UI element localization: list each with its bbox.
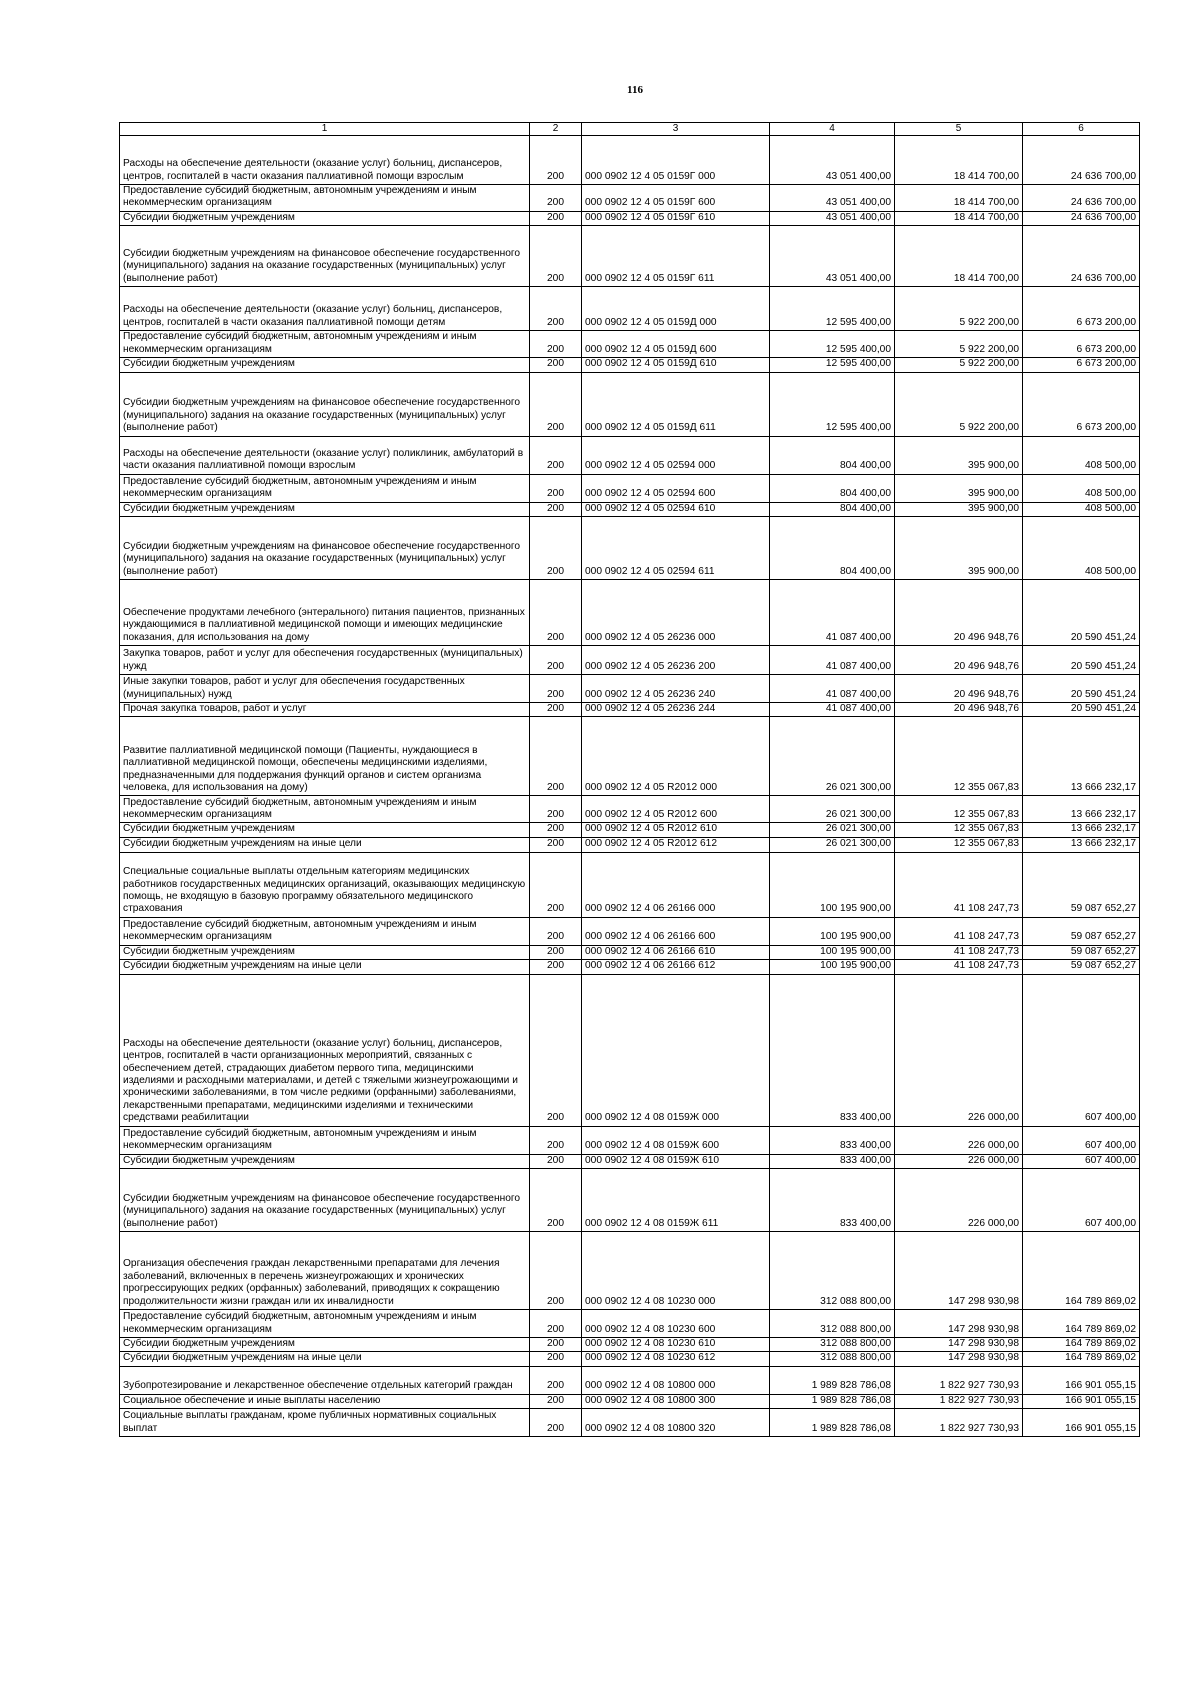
row-description: Субсидии бюджетным учреждениям — [120, 823, 530, 837]
row-amount-col6: 13 666 232,17 — [1023, 823, 1140, 837]
column-header: 2 — [530, 123, 582, 136]
row-amount-col5: 1 822 927 730,93 — [895, 1366, 1023, 1394]
row-description: Обеспечение продуктами лечебного (энтерального) питания пациентов, признанных нуждающимися в паллиативной медицинской помощи и имеющих медицинские показания, для использования на дому — [120, 580, 530, 646]
row-column-2: 200 — [530, 1126, 582, 1154]
row-amount-col4: 26 021 300,00 — [770, 796, 895, 823]
row-description: Субсидии бюджетным учреждениям на финансовое обеспечение государственного (муниципального) задания на оказание государственных (муниципальных) услуг (выполнение работ) — [120, 517, 530, 580]
row-amount-col5: 395 900,00 — [895, 502, 1023, 516]
row-code: 000 0902 12 4 06 26166 610 — [582, 945, 770, 959]
row-amount-col5: 5 922 200,00 — [895, 287, 1023, 331]
row-amount-col5: 20 496 948,76 — [895, 703, 1023, 717]
table-row — [120, 372, 1140, 436]
row-description: Субсидии бюджетным учреждениям на иные цели — [120, 960, 530, 974]
row-amount-col6: 59 087 652,27 — [1023, 917, 1140, 945]
row-description: Расходы на обеспечение деятельности (оказание услуг) поликлиник, амбулаторий в части оказания паллиативной помощи взрослым — [120, 436, 530, 474]
row-description: Предоставление субсидий бюджетным, автономным учреждениям и иным некоммерческим организациям — [120, 1310, 530, 1338]
table-row — [120, 1394, 1140, 1408]
row-code: 000 0902 12 4 08 10230 600 — [582, 1310, 770, 1338]
row-column-2: 200 — [530, 852, 582, 917]
row-amount-col4: 26 021 300,00 — [770, 717, 895, 796]
row-column-2: 200 — [530, 823, 582, 837]
table-row — [120, 974, 1140, 1126]
row-column-2: 200 — [530, 474, 582, 502]
row-amount-col6: 59 087 652,27 — [1023, 852, 1140, 917]
table-row — [120, 331, 1140, 358]
row-column-2: 200 — [530, 796, 582, 823]
row-column-2: 200 — [530, 1338, 582, 1352]
table-row — [120, 136, 1140, 185]
row-description: Расходы на обеспечение деятельности (оказание услуг) больниц, диспансеров, центров, госпиталей в части оказания паллиативной помощи взрослым — [120, 136, 530, 185]
row-amount-col5: 41 108 247,73 — [895, 852, 1023, 917]
row-amount-col5: 18 414 700,00 — [895, 136, 1023, 185]
row-column-2: 200 — [530, 703, 582, 717]
row-code: 000 0902 12 4 08 10230 000 — [582, 1232, 770, 1310]
row-amount-col5: 20 496 948,76 — [895, 580, 1023, 646]
row-amount-col6: 607 400,00 — [1023, 1126, 1140, 1154]
row-amount-col5: 226 000,00 — [895, 974, 1023, 1126]
row-amount-col4: 312 088 800,00 — [770, 1232, 895, 1310]
row-code: 000 0902 12 4 05 26236 200 — [582, 646, 770, 675]
row-amount-col6: 59 087 652,27 — [1023, 945, 1140, 959]
row-description: Субсидии бюджетным учреждениям на финансовое обеспечение государственного (муниципального) задания на оказание государственных (муниципальных) услуг (выполнение работ) — [120, 372, 530, 436]
table-row — [120, 960, 1140, 974]
row-description: Социальное обеспечение и иные выплаты населению — [120, 1394, 530, 1408]
row-code: 000 0902 12 4 08 0159Ж 611 — [582, 1169, 770, 1232]
table-row — [120, 1169, 1140, 1232]
row-amount-col6: 6 673 200,00 — [1023, 287, 1140, 331]
row-amount-col4: 41 087 400,00 — [770, 675, 895, 703]
row-amount-col5: 1 822 927 730,93 — [895, 1394, 1023, 1408]
row-amount-col4: 12 595 400,00 — [770, 358, 895, 372]
row-amount-col5: 395 900,00 — [895, 517, 1023, 580]
row-amount-col6: 408 500,00 — [1023, 474, 1140, 502]
row-code: 000 0902 12 4 05 0159Г 600 — [582, 185, 770, 212]
table-row — [120, 852, 1140, 917]
row-amount-col4: 43 051 400,00 — [770, 226, 895, 287]
row-column-2: 200 — [530, 211, 582, 225]
row-description: Иные закупки товаров, работ и услуг для обеспечения государственных (муниципальных) нужд — [120, 675, 530, 703]
row-code: 000 0902 12 4 05 0159Д 600 — [582, 331, 770, 358]
row-amount-col4: 312 088 800,00 — [770, 1310, 895, 1338]
row-code: 000 0902 12 4 08 10800 000 — [582, 1366, 770, 1394]
budget-table — [119, 122, 1140, 1437]
row-amount-col4: 833 400,00 — [770, 1126, 895, 1154]
row-column-2: 200 — [530, 837, 582, 852]
table-row — [120, 703, 1140, 717]
row-column-2: 200 — [530, 226, 582, 287]
row-description: Организация обеспечения граждан лекарственными препаратами для лечения заболеваний, включенных в перечень жизнеугрожающих и хронических прогрессирующих редких (орфанных) заболеваний, приводящих к сокращению продолжительности жизни граждан или их инвалидности — [120, 1232, 530, 1310]
row-amount-col5: 226 000,00 — [895, 1126, 1023, 1154]
row-amount-col4: 12 595 400,00 — [770, 287, 895, 331]
row-amount-col6: 13 666 232,17 — [1023, 837, 1140, 852]
row-amount-col4: 12 595 400,00 — [770, 331, 895, 358]
row-description: Субсидии бюджетным учреждениям на иные цели — [120, 837, 530, 852]
row-code: 000 0902 12 4 08 0159Ж 600 — [582, 1126, 770, 1154]
row-column-2: 200 — [530, 136, 582, 185]
row-amount-col4: 804 400,00 — [770, 517, 895, 580]
row-code: 000 0902 12 4 06 26166 612 — [582, 960, 770, 974]
row-description: Субсидии бюджетным учреждениям на финансовое обеспечение государственного (муниципального) задания на оказание государственных (муниципальных) услуг (выполнение работ) — [120, 226, 530, 287]
row-amount-col6: 6 673 200,00 — [1023, 372, 1140, 436]
row-amount-col6: 408 500,00 — [1023, 502, 1140, 516]
table-row — [120, 1154, 1140, 1168]
column-header: 5 — [895, 123, 1023, 136]
table-row — [120, 1126, 1140, 1154]
row-code: 000 0902 12 4 05 0159Д 611 — [582, 372, 770, 436]
row-column-2: 200 — [530, 1352, 582, 1366]
row-description: Развитие паллиативной медицинской помощи (Пациенты, нуждающиеся в паллиативной медицинской помощи, обеспечены медицинскими изделиями, предназначенными для поддержания функций органов и систем организма человека, для использования на дому) — [120, 717, 530, 796]
table-row — [120, 580, 1140, 646]
row-column-2: 200 — [530, 1232, 582, 1310]
row-amount-col5: 147 298 930,98 — [895, 1338, 1023, 1352]
row-amount-col5: 5 922 200,00 — [895, 331, 1023, 358]
row-amount-col5: 12 355 067,83 — [895, 796, 1023, 823]
table-row — [120, 211, 1140, 225]
table-row — [120, 1338, 1140, 1352]
row-description: Закупка товаров, работ и услуг для обеспечения государственных (муниципальных) нужд — [120, 646, 530, 675]
table-row — [120, 358, 1140, 372]
row-amount-col6: 24 636 700,00 — [1023, 226, 1140, 287]
row-amount-col4: 804 400,00 — [770, 436, 895, 474]
row-amount-col6: 20 590 451,24 — [1023, 675, 1140, 703]
row-amount-col4: 1 989 828 786,08 — [770, 1394, 895, 1408]
row-amount-col5: 1 822 927 730,93 — [895, 1409, 1023, 1437]
row-amount-col4: 1 989 828 786,08 — [770, 1366, 895, 1394]
row-description: Предоставление субсидий бюджетным, автономным учреждениям и иным некоммерческим организациям — [120, 917, 530, 945]
row-description: Субсидии бюджетным учреждениям — [120, 502, 530, 516]
row-amount-col4: 12 595 400,00 — [770, 372, 895, 436]
row-amount-col4: 26 021 300,00 — [770, 837, 895, 852]
row-amount-col5: 20 496 948,76 — [895, 675, 1023, 703]
row-amount-col5: 12 355 067,83 — [895, 837, 1023, 852]
row-amount-col6: 13 666 232,17 — [1023, 796, 1140, 823]
row-amount-col6: 59 087 652,27 — [1023, 960, 1140, 974]
row-amount-col4: 41 087 400,00 — [770, 580, 895, 646]
row-amount-col4: 100 195 900,00 — [770, 852, 895, 917]
table-row — [120, 517, 1140, 580]
row-amount-col6: 166 901 055,15 — [1023, 1394, 1140, 1408]
row-code: 000 0902 12 4 05 R2012 600 — [582, 796, 770, 823]
table-row — [120, 917, 1140, 945]
row-description: Расходы на обеспечение деятельности (оказание услуг) больниц, диспансеров, центров, госпиталей в части оказания паллиативной помощи детям — [120, 287, 530, 331]
row-amount-col5: 18 414 700,00 — [895, 185, 1023, 212]
row-code: 000 0902 12 4 05 R2012 612 — [582, 837, 770, 852]
table-body — [120, 136, 1140, 1437]
row-amount-col6: 164 789 869,02 — [1023, 1232, 1140, 1310]
row-column-2: 200 — [530, 517, 582, 580]
row-amount-col4: 312 088 800,00 — [770, 1338, 895, 1352]
row-amount-col5: 5 922 200,00 — [895, 372, 1023, 436]
row-amount-col6: 166 901 055,15 — [1023, 1366, 1140, 1394]
row-code: 000 0902 12 4 05 02594 611 — [582, 517, 770, 580]
row-code: 000 0902 12 4 05 26236 240 — [582, 675, 770, 703]
row-amount-col4: 43 051 400,00 — [770, 136, 895, 185]
row-code: 000 0902 12 4 08 0159Ж 610 — [582, 1154, 770, 1168]
row-amount-col6: 13 666 232,17 — [1023, 717, 1140, 796]
row-description: Социальные выплаты гражданам, кроме публичных нормативных социальных выплат — [120, 1409, 530, 1437]
row-column-2: 200 — [530, 1394, 582, 1408]
row-column-2: 200 — [530, 1154, 582, 1168]
table-row — [120, 1366, 1140, 1394]
row-amount-col4: 43 051 400,00 — [770, 185, 895, 212]
row-column-2: 200 — [530, 185, 582, 212]
row-amount-col4: 41 087 400,00 — [770, 703, 895, 717]
row-amount-col6: 164 789 869,02 — [1023, 1352, 1140, 1366]
row-amount-col5: 147 298 930,98 — [895, 1352, 1023, 1366]
row-code: 000 0902 12 4 05 02594 000 — [582, 436, 770, 474]
row-amount-col6: 20 590 451,24 — [1023, 703, 1140, 717]
row-amount-col4: 41 087 400,00 — [770, 646, 895, 675]
column-header: 6 — [1023, 123, 1140, 136]
table-row — [120, 1409, 1140, 1437]
row-amount-col6: 607 400,00 — [1023, 1154, 1140, 1168]
table-row — [120, 717, 1140, 796]
row-column-2: 200 — [530, 580, 582, 646]
row-description: Прочая закупка товаров, работ и услуг — [120, 703, 530, 717]
row-column-2: 200 — [530, 960, 582, 974]
row-amount-col6: 6 673 200,00 — [1023, 358, 1140, 372]
row-code: 000 0902 12 4 08 0159Ж 000 — [582, 974, 770, 1126]
row-column-2: 200 — [530, 331, 582, 358]
row-amount-col5: 12 355 067,83 — [895, 823, 1023, 837]
row-code: 000 0902 12 4 05 R2012 610 — [582, 823, 770, 837]
row-description: Предоставление субсидий бюджетным, автономным учреждениям и иным некоммерческим организациям — [120, 796, 530, 823]
row-amount-col6: 24 636 700,00 — [1023, 211, 1140, 225]
row-column-2: 200 — [530, 717, 582, 796]
row-column-2: 200 — [530, 1409, 582, 1437]
row-amount-col4: 43 051 400,00 — [770, 211, 895, 225]
row-code: 000 0902 12 4 05 0159Д 610 — [582, 358, 770, 372]
row-amount-col5: 12 355 067,83 — [895, 717, 1023, 796]
row-description: Предоставление субсидий бюджетным, автономным учреждениям и иным некоммерческим организациям — [120, 185, 530, 212]
row-column-2: 200 — [530, 372, 582, 436]
row-amount-col4: 26 021 300,00 — [770, 823, 895, 837]
row-amount-col4: 833 400,00 — [770, 1169, 895, 1232]
row-amount-col5: 147 298 930,98 — [895, 1232, 1023, 1310]
row-code: 000 0902 12 4 08 10800 320 — [582, 1409, 770, 1437]
row-column-2: 200 — [530, 646, 582, 675]
row-description: Субсидии бюджетным учреждениям — [120, 211, 530, 225]
column-header: 4 — [770, 123, 895, 136]
row-amount-col5: 226 000,00 — [895, 1169, 1023, 1232]
row-code: 000 0902 12 4 05 02594 600 — [582, 474, 770, 502]
row-amount-col6: 164 789 869,02 — [1023, 1338, 1140, 1352]
row-column-2: 200 — [530, 287, 582, 331]
table-row — [120, 796, 1140, 823]
table-row — [120, 1352, 1140, 1366]
row-amount-col6: 408 500,00 — [1023, 436, 1140, 474]
row-amount-col4: 833 400,00 — [770, 974, 895, 1126]
row-column-2: 200 — [530, 974, 582, 1126]
row-column-2: 200 — [530, 675, 582, 703]
table-row — [120, 474, 1140, 502]
row-amount-col5: 20 496 948,76 — [895, 646, 1023, 675]
row-amount-col4: 833 400,00 — [770, 1154, 895, 1168]
row-column-2: 200 — [530, 1169, 582, 1232]
row-amount-col4: 804 400,00 — [770, 502, 895, 516]
table-row — [120, 1310, 1140, 1338]
row-amount-col6: 20 590 451,24 — [1023, 580, 1140, 646]
row-code: 000 0902 12 4 05 0159Г 610 — [582, 211, 770, 225]
row-amount-col6: 607 400,00 — [1023, 1169, 1140, 1232]
row-amount-col4: 312 088 800,00 — [770, 1352, 895, 1366]
row-column-2: 200 — [530, 502, 582, 516]
row-amount-col5: 5 922 200,00 — [895, 358, 1023, 372]
row-description: Субсидии бюджетным учреждениям — [120, 1154, 530, 1168]
page-number: 116 — [627, 84, 643, 96]
table-row — [120, 287, 1140, 331]
row-description: Субсидии бюджетным учреждениям — [120, 945, 530, 959]
row-code: 000 0902 12 4 08 10800 300 — [582, 1394, 770, 1408]
column-header: 1 — [120, 123, 530, 136]
row-amount-col5: 41 108 247,73 — [895, 917, 1023, 945]
table-row — [120, 502, 1140, 516]
row-amount-col6: 166 901 055,15 — [1023, 1409, 1140, 1437]
row-column-2: 200 — [530, 917, 582, 945]
row-code: 000 0902 12 4 06 26166 000 — [582, 852, 770, 917]
row-amount-col6: 20 590 451,24 — [1023, 646, 1140, 675]
row-code: 000 0902 12 4 05 0159Г 611 — [582, 226, 770, 287]
row-description: Предоставление субсидий бюджетным, автономным учреждениям и иным некоммерческим организациям — [120, 474, 530, 502]
row-amount-col6: 164 789 869,02 — [1023, 1310, 1140, 1338]
row-description: Расходы на обеспечение деятельности (оказание услуг) больниц, диспансеров, центров, госпиталей в части организационных мероприятий, связанных с обеспечением детей, страдающих диабетом первого типа, медицинскими изделиями и расходными материалами, и детей с тяжелыми жизнеугрожающими и хроническими заболеваниями, в том числе редкими (орфанными) заболеваниями, лекарственными препаратами, медицинскими изделиями и техническими средствами реабилитации — [120, 974, 530, 1126]
table-row — [120, 436, 1140, 474]
row-amount-col5: 395 900,00 — [895, 474, 1023, 502]
row-description: Субсидии бюджетным учреждениям — [120, 1338, 530, 1352]
row-code: 000 0902 12 4 05 26236 000 — [582, 580, 770, 646]
table-row — [120, 823, 1140, 837]
row-description: Предоставление субсидий бюджетным, автономным учреждениям и иным некоммерческим организациям — [120, 331, 530, 358]
row-column-2: 200 — [530, 1310, 582, 1338]
column-header: 3 — [582, 123, 770, 136]
table-row — [120, 945, 1140, 959]
row-code: 000 0902 12 4 05 0159Г 000 — [582, 136, 770, 185]
row-amount-col6: 607 400,00 — [1023, 974, 1140, 1126]
row-amount-col4: 1 989 828 786,08 — [770, 1409, 895, 1437]
row-amount-col4: 100 195 900,00 — [770, 960, 895, 974]
table-row — [120, 837, 1140, 852]
row-description: Субсидии бюджетным учреждениям на финансовое обеспечение государственного (муниципального) задания на оказание государственных (муниципальных) услуг (выполнение работ) — [120, 1169, 530, 1232]
row-code: 000 0902 12 4 08 10230 610 — [582, 1338, 770, 1352]
row-amount-col5: 147 298 930,98 — [895, 1310, 1023, 1338]
table-row — [120, 646, 1140, 675]
row-amount-col6: 24 636 700,00 — [1023, 136, 1140, 185]
row-code: 000 0902 12 4 08 10230 612 — [582, 1352, 770, 1366]
row-amount-col5: 41 108 247,73 — [895, 960, 1023, 974]
row-code: 000 0902 12 4 05 26236 244 — [582, 703, 770, 717]
row-amount-col6: 6 673 200,00 — [1023, 331, 1140, 358]
row-code: 000 0902 12 4 05 R2012 000 — [582, 717, 770, 796]
row-column-2: 200 — [530, 1366, 582, 1394]
row-amount-col6: 24 636 700,00 — [1023, 185, 1140, 212]
header-row — [120, 123, 1140, 136]
row-description: Специальные социальные выплаты отдельным категориям медицинских работников государственных медицинских организаций, оказывающих медицинскую помощь, не входящую в базовую программу обязательного медицинского страхования — [120, 852, 530, 917]
row-description: Субсидии бюджетным учреждениям на иные цели — [120, 1352, 530, 1366]
row-column-2: 200 — [530, 358, 582, 372]
table-row — [120, 1232, 1140, 1310]
row-amount-col4: 100 195 900,00 — [770, 945, 895, 959]
row-column-2: 200 — [530, 945, 582, 959]
row-code: 000 0902 12 4 06 26166 600 — [582, 917, 770, 945]
row-description: Зубопротезирование и лекарственное обеспечение отдельных категорий граждан — [120, 1366, 530, 1394]
table-row — [120, 675, 1140, 703]
row-amount-col5: 18 414 700,00 — [895, 226, 1023, 287]
row-amount-col5: 18 414 700,00 — [895, 211, 1023, 225]
row-code: 000 0902 12 4 05 0159Д 000 — [582, 287, 770, 331]
row-amount-col5: 395 900,00 — [895, 436, 1023, 474]
row-amount-col4: 100 195 900,00 — [770, 917, 895, 945]
row-description: Субсидии бюджетным учреждениям — [120, 358, 530, 372]
row-amount-col4: 804 400,00 — [770, 474, 895, 502]
row-amount-col5: 41 108 247,73 — [895, 945, 1023, 959]
row-description: Предоставление субсидий бюджетным, автономным учреждениям и иным некоммерческим организациям — [120, 1126, 530, 1154]
table-row — [120, 226, 1140, 287]
row-code: 000 0902 12 4 05 02594 610 — [582, 502, 770, 516]
row-column-2: 200 — [530, 436, 582, 474]
table-row — [120, 185, 1140, 212]
row-amount-col6: 408 500,00 — [1023, 517, 1140, 580]
row-amount-col5: 226 000,00 — [895, 1154, 1023, 1168]
